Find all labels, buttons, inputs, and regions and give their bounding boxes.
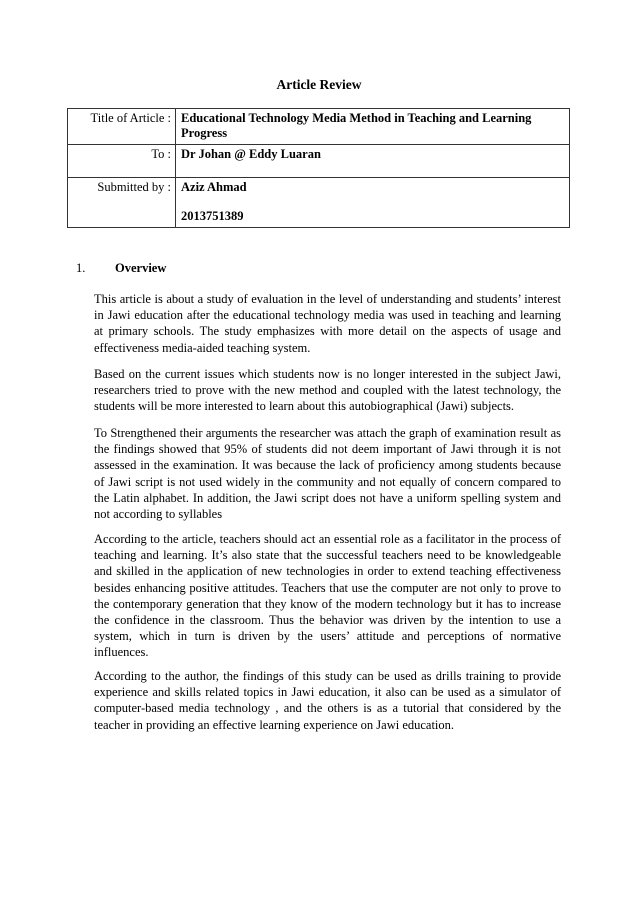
table-row <box>68 145 570 178</box>
section-title: Overview <box>115 261 167 275</box>
article-info-table <box>67 108 570 228</box>
submitted-by-label: Submitted by : <box>68 178 176 228</box>
to-label: To : <box>68 145 176 178</box>
paragraph: According to the article, teachers should act an essential role as a facilitator in the process of teaching and learning. It’s also state that the successful teachers need to be knowledgeable and skilled in the application of new technologies in order to extend teaching effectiveness besides enhancing positive attitudes. Teachers that use the computer are not only to prove to the contemporary generation that they know of the modern technology but it has to increase the confidence in the classroom. Thus the behavior was driven by the intention to use a system, which in turn is driven by the users’ attitude and perceptions of normative influences. <box>94 532 561 660</box>
recipient-value: Dr Johan @ Eddy Luaran <box>176 145 570 178</box>
paragraph: This article is about a study of evaluation in the level of understanding and students’ interest in Jawi education after the educational technology media was used in teaching and learning at primary schools. The study emphasizes with more detail on the aspects of usage and effectiveness media-aided teaching system. <box>94 292 561 355</box>
paragraph: According to the author, the findings of this study can be used as drills training to provide experience and skills related topics in Jawi education, it also can be used as a simulator of computer-based media technology , and the others is as a tutorial that considered by the teacher in providing an effective learning experience on Jawi education. <box>94 669 561 732</box>
section-heading <box>76 261 166 276</box>
section-number: 1. <box>76 261 86 275</box>
table-row <box>68 109 570 145</box>
paragraph: Based on the current issues which students now is no longer interested in the subject Jawi, researchers tried to prove with the new method and coupled with the latest technology, the students will be more interested to learn about this autobiographical (Jawi) subjects. <box>94 367 561 414</box>
submitter-cell <box>176 178 570 228</box>
paragraph: To Strengthened their arguments the researcher was attach the graph of examination result as the findings showed that 95% of students did not deem important of Jawi through it is not assessed in the examination. It was because the lack of proficiency among students because of Jawi script is not used widely in the community and not equally of concern compared to the Latin alphabet. In addition, the Jawi script does not have a uniform spelling system and not according to syllables <box>94 426 561 522</box>
title-label: Title of Article : <box>68 109 176 145</box>
document-title: Article Review <box>276 77 362 92</box>
submitter-name: Aziz Ahmad <box>181 180 247 194</box>
article-title-value: Educational Technology Media Method in Teaching and Learning Progress <box>176 109 570 145</box>
submitter-id: 2013751389 <box>181 209 244 223</box>
table-row <box>68 178 570 228</box>
